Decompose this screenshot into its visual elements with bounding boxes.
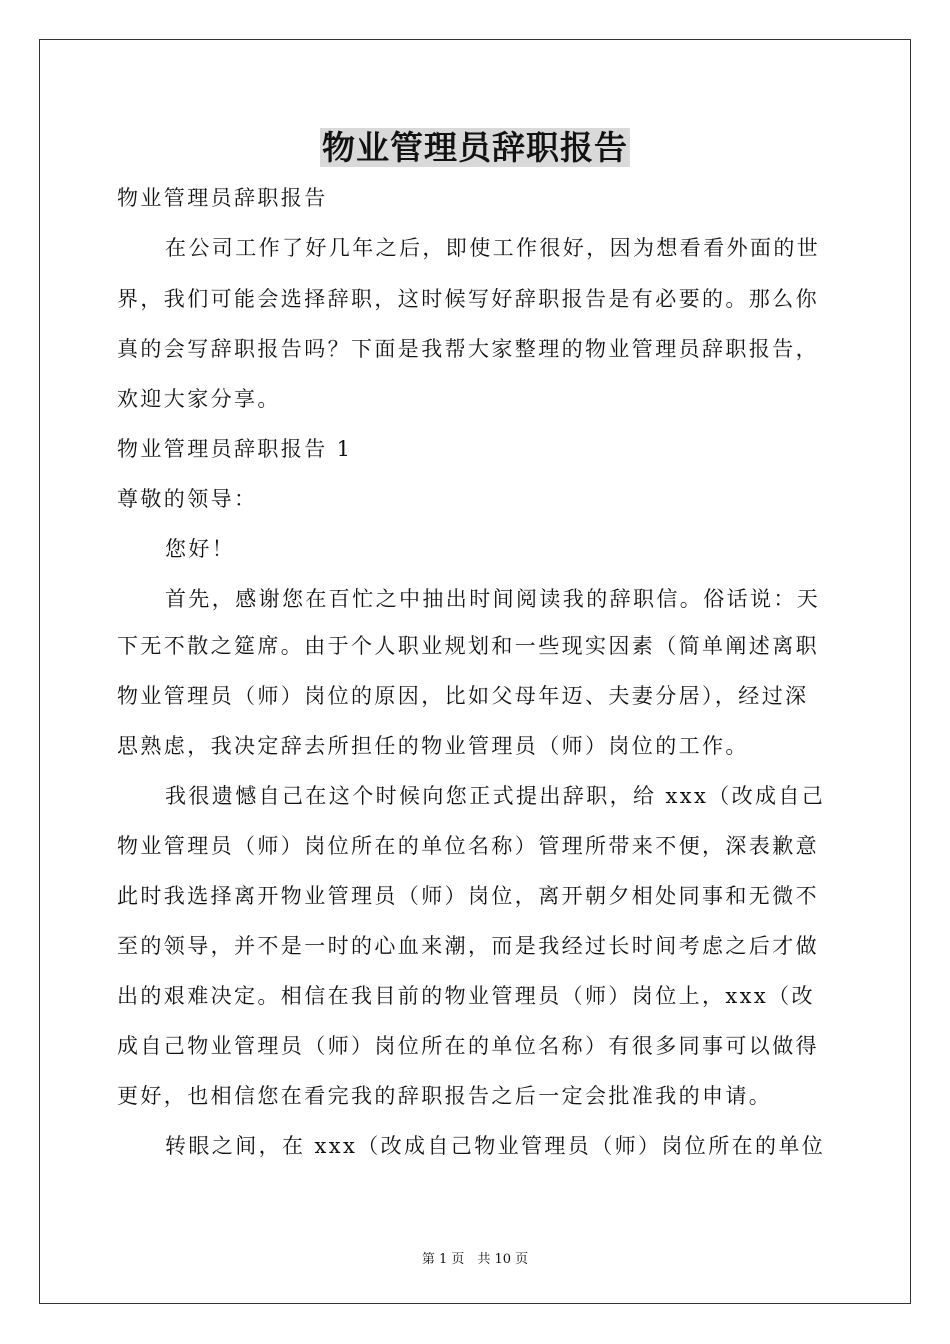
page-border	[39, 39, 911, 1304]
subtitle-line: 物业管理员辞职报告	[117, 186, 328, 210]
greeting: 您好！	[165, 537, 236, 561]
page-footer: 第 1 页 共 10 页	[421, 1252, 529, 1267]
paragraph-line: 我很遗憾自己在这个时候向您正式提出辞职，给 xxx（改成自己	[165, 784, 826, 808]
salutation: 尊敬的领导：	[117, 487, 258, 511]
paragraph-line: 更好，也相信您在看完我的辞职报告之后一定会批准我的申请。	[117, 1084, 773, 1108]
paragraph-line: 欢迎大家分享。	[117, 387, 281, 411]
paragraph-line: 思熟虑，我决定辞去所担任的物业管理员（师）岗位的工作。	[117, 734, 749, 758]
document-title-text: 物业管理员辞职报告	[322, 128, 628, 167]
paragraph-line: 真的会写辞职报告吗？下面是我帮大家整理的物业管理员辞职报告，	[117, 337, 819, 361]
paragraph-line: 在公司工作了好几年之后，即使工作很好，因为想看看外面的世	[165, 236, 821, 260]
paragraph-line: 物业管理员（师）岗位的原因，比如父母年迈、夫妻分居），经过深	[117, 684, 809, 708]
paragraph-line: 下无不散之筵席。由于个人职业规划和一些现实因素（简单阐述离职	[117, 634, 819, 658]
paragraph-line: 转眼之间，在 xxx（改成自己物业管理员（师）岗位所在的单位	[165, 1134, 826, 1158]
paragraph-line: 物业管理员（师）岗位所在的单位名称）管理所带来不便，深表歉意	[117, 834, 819, 858]
paragraph-line: 至的领导，并不是一时的心血来潮，而是我经过长时间考虑之后才做	[117, 934, 819, 958]
paragraph-line: 出的艰难决定。相信在我目前的物业管理员（师）岗位上，xxx（改	[117, 984, 815, 1008]
paragraph-line: 首先，感谢您在百忙之中抽出时间阅读我的辞职信。俗话说：天	[165, 587, 821, 611]
document-title	[0, 126, 950, 170]
paragraph-line: 此时我选择离开物业管理员（师）岗位，离开朝夕相处同事和无微不	[117, 884, 819, 908]
section-heading: 物业管理员辞职报告 1	[117, 437, 353, 461]
paragraph-line: 界，我们可能会选择辞职，这时候写好辞职报告是有必要的。那么你	[117, 287, 819, 311]
paragraph-line: 成自己物业管理员（师）岗位所在的单位名称）有很多同事可以做得	[117, 1034, 819, 1058]
